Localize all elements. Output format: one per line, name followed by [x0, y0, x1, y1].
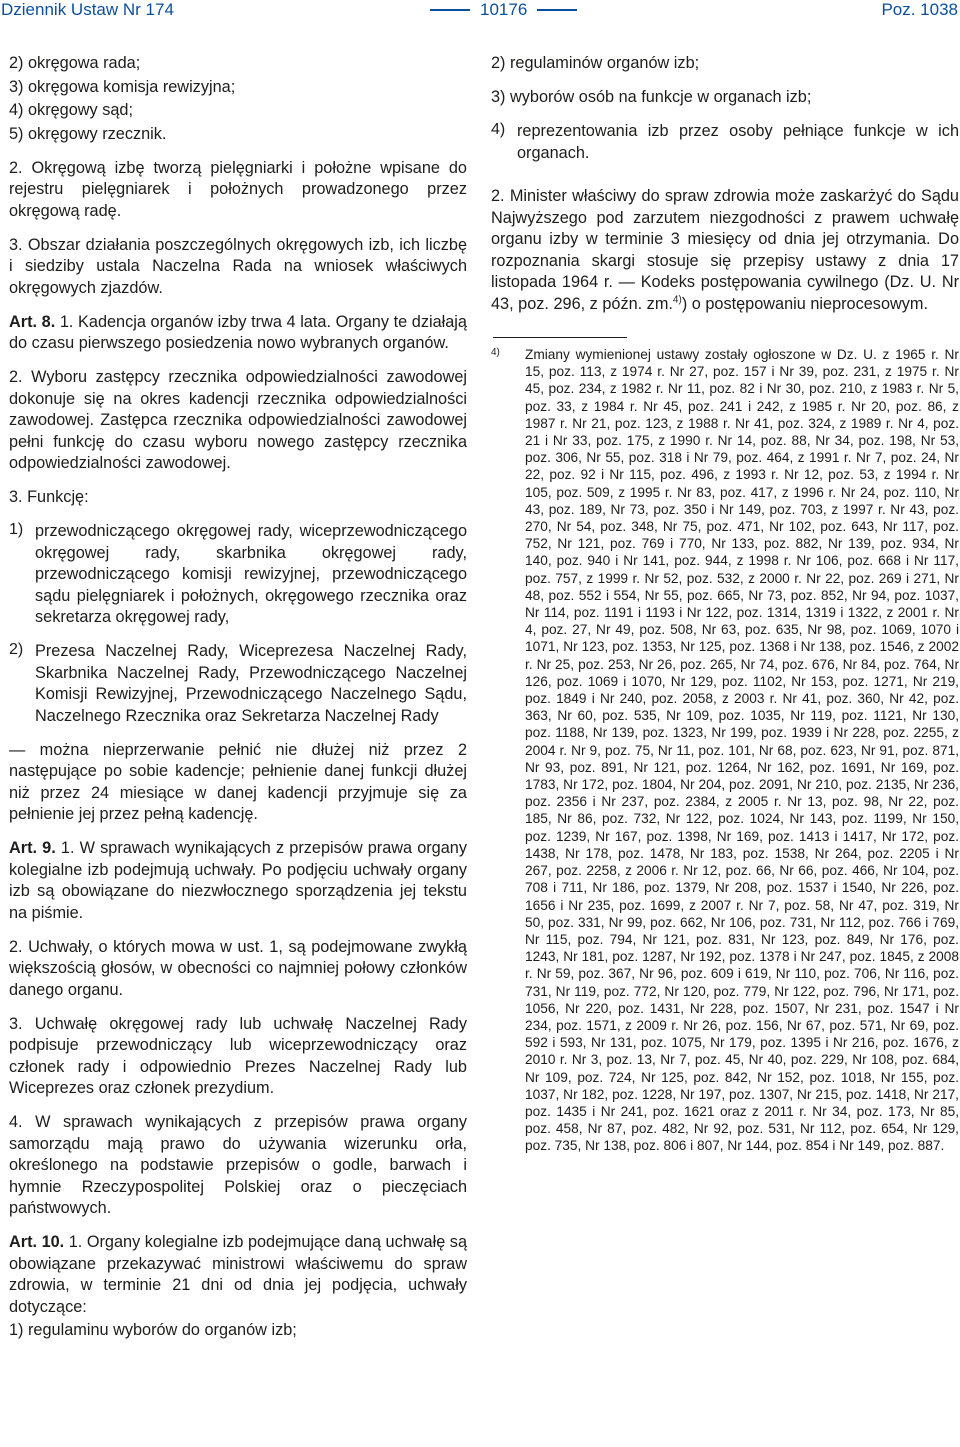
- enum-number: 1): [9, 521, 24, 538]
- article-text: 1. W sprawach wynikających z przepisów prawa organy kolegialne izb podejmują uchwały. Po podjęciu uchwały organy izb są obowiązane do niezwłocznego sporządzenia jej tekstu na piśmie.: [9, 839, 467, 922]
- paragraph: 2. Wyboru zastępcy rzecznika odpowiedzialności zawodowej dokonuje się na okres kadencji rzecznika odpowiedzialności zawodowej. Zastępca rzecznika odpowiedzialności zawodowej pełni funkcję do czasu wyboru nowego zastępcy rzecznika odpowiedzialności zawodowej.: [9, 368, 467, 472]
- paragraph: 3. Funkcję:: [9, 488, 89, 506]
- paragraph: 3. Obszar działania poszczególnych okręgowych izb, ich liczbę i siedziby ustala Naczelna Rada na wniosek właściwych okręgowych zjazdów.: [9, 235, 467, 297]
- dash-paragraph: — można nieprzerwanie pełnić nie dłużej niż przez 2 następujące po sobie kadencje; pełnienie danej funkcji dłużej niż przez 24 miesiące w danej kadencji przyjmuje się za pełnienie jej przez pełną kadencję.: [9, 740, 467, 823]
- enum-number: 2): [9, 641, 24, 658]
- article-label: Art. 9.: [9, 839, 56, 857]
- enum-text: reprezentowania izb przez osoby pełniące funkcje w ich organach.: [517, 122, 959, 162]
- enum-number: 4): [491, 121, 506, 138]
- page-number: 10176: [480, 0, 528, 19]
- article-9: [9, 838, 467, 924]
- paragraph-text: 2. Minister właściwy do spraw zdrowia może zaskarżyć do Sądu Najwyższego pod zarzutem niezgodności z prawem uchwałę organu izby w terminie 3 miesięcy od dnia jej otrzymania. Do rozpoznania skargi stosuje się przepisy ustawy z dnia 17 listopada 1964 r. — Kodeks postępowania cywilnego (Dz. U. Nr 43, poz. 296, z późn. zm.: [491, 187, 959, 313]
- enum-item: [9, 641, 467, 727]
- paragraph: 4. W sprawach wynikających z przepisów prawa organy samorządu mają prawo do używania wizerunku orła, określonego na podstawie przepisów o godle, barwach i hymnie Rzeczypospolitej Polskiej oraz o pieczęciach państwowych.: [9, 1113, 467, 1217]
- paragraph: 3. Uchwałę okręgowej rady lub uchwałę Naczelnej Rady podpisuje przewodniczący lub wiceprzewodniczący oraz członek rady i odpowiednio Prezes Naczelnej Rady lub Wiceprezes oraz członek prezydium.: [9, 1014, 467, 1097]
- article-text: 1. Organy kolegialne izb podejmujące daną uchwałę są obowiązane przekazywać ministrowi właściwemu do spraw zdrowia, w terminie 21 dni od dnia jej podjęcia, uchwały dotyczące:: [9, 1233, 467, 1316]
- paragraph-text-end: ) o postępowaniu nieprocesowym.: [681, 294, 928, 313]
- dash-right: [537, 9, 577, 11]
- right-column: [491, 53, 959, 1155]
- dash-left: [430, 9, 470, 11]
- journal-title: Dziennik Ustaw Nr 174: [1, 0, 174, 19]
- paragraph: [491, 186, 959, 315]
- list-item: 2) regulaminów organów izb;: [491, 54, 700, 72]
- footnote: [491, 346, 959, 1155]
- list-item: 1) regulaminu wyborów do organów izb;: [9, 1321, 297, 1339]
- paragraph: 2. Uchwały, o których mowa w ust. 1, są podejmowane zwykłą większością głosów, w obecności co najmniej połowy członków danego organu.: [9, 937, 467, 999]
- article-10: [9, 1232, 467, 1318]
- article-label: Art. 10.: [9, 1233, 65, 1251]
- list-item: 3) wyborów osób na funkcje w organach izb;: [491, 88, 812, 106]
- list-item: 5) okręgowy rzecznik.: [9, 124, 167, 143]
- list-item: 2) okręgowa rada;: [9, 54, 141, 72]
- enum-item: [491, 121, 959, 164]
- page-number-block: [430, 0, 577, 20]
- enum-item: [9, 521, 467, 629]
- enum-text: Prezesa Naczelnej Rady, Wiceprezesa Naczelnej Rady, Skarbnika Naczelnej Rady, Przewodniczącego Naczelnej Komisji Rewizyjnej, Przewodniczącego Naczelnego Sądu, Naczelnego Rzecznika oraz Sekretarza Naczelnej Rady: [35, 642, 467, 725]
- list-item: 4) okręgowy sąd;: [9, 101, 133, 119]
- position-number: Poz. 1038: [881, 0, 958, 19]
- enum-text: przewodniczącego okręgowej rady, wiceprzewodniczącego okręgowej rady, skarbnika okręgowej rady, przewodniczącego komisji rewizyjnej, przewodniczącego sądu pielęgniarek i położnych, okręgowego rzecznika oraz sekretarza okręgowej rady,: [35, 522, 467, 626]
- left-column: [9, 53, 467, 1342]
- article-8: [9, 312, 467, 355]
- article-text: 1. Kadencja organów izby trwa 4 lata. Organy te działają do czasu pierwszego posiedzenia nowo wybranych organów.: [9, 312, 467, 352]
- article-label: Art. 8.: [9, 312, 56, 331]
- footnote-text: Zmiany wymienionej ustawy zostały ogłoszone w Dz. U. z 1965 r. Nr 15, poz. 113, z 1974 r. Nr 27, poz. 157 i Nr 39, poz. 231, z 1975 r. Nr 45, poz. 234, z 1982 r. Nr 11, poz. 82 i Nr 30, poz. 210, z 1983 r. Nr 5, poz. 33, z 1984 r. Nr 45, poz. 241 i 242, z 1985 r. Nr 20, poz. 86, z 1987 r. Nr 21, poz. 123, z 1988 r. Nr 41, poz. 324, z 1989 r. Nr 4, poz. 21 i Nr 33, poz. 175, z 1990 r. Nr 14, poz. 88, Nr 34, poz. 198, Nr 53, poz. 306, Nr 55, poz. 318 i Nr 79, poz. 464, z 1991 r. Nr 7, poz. 24, Nr 22, poz. 92 i Nr 115, poz. 496, z 1993 r. Nr 12, poz. 53, z 1994 r. Nr 105, poz. 509, z 1995 r. Nr 83, poz. 417, z 1996 r. Nr 24, poz. 110, Nr 43, poz. 189, Nr 73, poz. 350 i Nr 149, poz. 703, z 1997 r. Nr 43, poz. 270, Nr 54, poz. 348, Nr 75, poz. 471, Nr 102, poz. 643, Nr 117, poz. 752, Nr 121, poz. 769 i 770, Nr 133, poz. 882, Nr 139, poz. 934, Nr 140, poz. 940 i Nr 141, poz. 944, z 1998 r. Nr 106, poz. 668 i Nr 117, poz. 757, z 1999 r. Nr 52, poz. 532, z 2000 r. Nr 22, poz. 269 i 271, Nr 48, poz. 552 i 554, Nr 55, poz. 665, Nr 73, poz. 852, Nr 94, poz. 1037, Nr 114, poz. 1191 i 1193 i Nr 122, poz. 1314, 1319 i 1322, z 2001 r. Nr 4, poz. 27, Nr 49, poz. 508, Nr 63, poz. 635, Nr 98, poz. 1069, 1070 i 1071, Nr 123, poz. 1353, Nr 125, poz. 1368 i Nr 138, poz. 1546, z 2002 r. Nr 25, poz. 253, Nr 26, poz. 265, Nr 74, poz. 676, Nr 84, poz. 764, Nr 126, poz. 1069 i 1070, Nr 129, poz. 1102, Nr 153, poz. 1271, Nr 219, poz. 1849 i Nr 240, poz. 2058, z 2003 r. Nr 41, poz. 360, Nr 42, poz. 363, Nr 60, poz. 535, Nr 109, poz. 1035, Nr 119, poz. 1121, Nr 130, poz. 1188, Nr 139, poz. 1323, Nr 199, poz. 1939 i Nr 228, poz. 2255, z 2004 r. Nr 9, poz. 75, Nr 11, poz. 101, Nr 68, poz. 623, Nr 91, poz. 871, Nr 93, poz. 891, Nr 121, poz. 1264, Nr 162, poz. 1691, Nr 169, poz. 1783, Nr 172, poz. 1804, Nr 204, poz. 2091, Nr 210, poz. 2135, Nr 236, poz. 2356 i Nr 237, poz. 2384, z 2005 r. Nr 13, poz. 98, Nr 22, poz. 185, Nr 86, poz. 732, Nr 122, poz. 1024, Nr 143, poz. 1199, Nr 150, poz. 1239, Nr 167, poz. 1398, Nr 169, poz. 1413 i 1417, Nr 172, poz. 1438, Nr 178, poz. 1478, Nr 183, poz. 1538, Nr 264, poz. 2205 i Nr 267, poz. 2258, z 2006 r. Nr 12, poz. 66, Nr 66, poz. 466, Nr 104, poz. 708 i 711, Nr 186, poz. 1379, Nr 208, poz. 1537 i 1540, Nr 226, poz. 1656 i Nr 235, poz. 1699, z 2007 r. Nr 7, poz. 58, Nr 47, poz. 319, Nr 50, poz. 331, Nr 99, poz. 662, Nr 106, poz. 731, Nr 112, poz. 766 i 769, Nr 115, poz. 794, Nr 121, poz. 831, Nr 123, poz. 849, Nr 176, poz. 1243, Nr 181, poz. 1287, Nr 192, poz. 1378 i Nr 247, poz. 1845, z 2008 r. Nr 59, poz. 367, Nr 96, poz. 609 i 619, Nr 110, poz. 706, Nr 116, poz. 731, Nr 119, poz. 772, Nr 120, poz. 779, Nr 122, poz. 796, Nr 171, poz. 1056, Nr 220, poz. 1431, Nr 228, poz. 1507, Nr 231, poz. 1547 i Nr 234, poz. 1571, z 2009 r. Nr 26, poz. 156, Nr 67, poz. 571, Nr 69, poz. 592 i 593, Nr 131, poz. 1075, Nr 179, poz. 1395 i Nr 216, poz. 1676, z 2010 r. Nr 3, poz. 13, Nr 7, poz. 45, Nr 40, poz. 229, Nr 108, poz. 684, Nr 109, poz. 724, Nr 125, poz. 842, Nr 152, poz. 1018, Nr 155, poz. 1037, Nr 182, poz. 1228, Nr 197, poz. 1307, Nr 215, poz. 1418, Nr 217, poz. 1435 i Nr 241, poz. 1621 oraz z 2011 r. Nr 34, poz. 173, Nr 85, poz. 458, Nr 87, poz. 482, Nr 92, poz. 531, Nr 112, poz. 654, Nr 129, poz. 735, Nr 138, poz. 806 i 807, Nr 144, poz. 854 i Nr 149, poz. 887.: [525, 347, 959, 1154]
- footnote-separator: [493, 337, 627, 338]
- footnote-mark: 4): [491, 347, 500, 358]
- footnote-ref: 4): [672, 294, 682, 306]
- page-header: [0, 0, 960, 24]
- paragraph: 2. Okręgową izbę tworzą pielęgniarki i położne wpisane do rejestru pielęgniarek i położnych prowadzonego przez okręgową radę.: [9, 158, 467, 220]
- list-item: 3) okręgowa komisja rewizyjna;: [9, 77, 236, 96]
